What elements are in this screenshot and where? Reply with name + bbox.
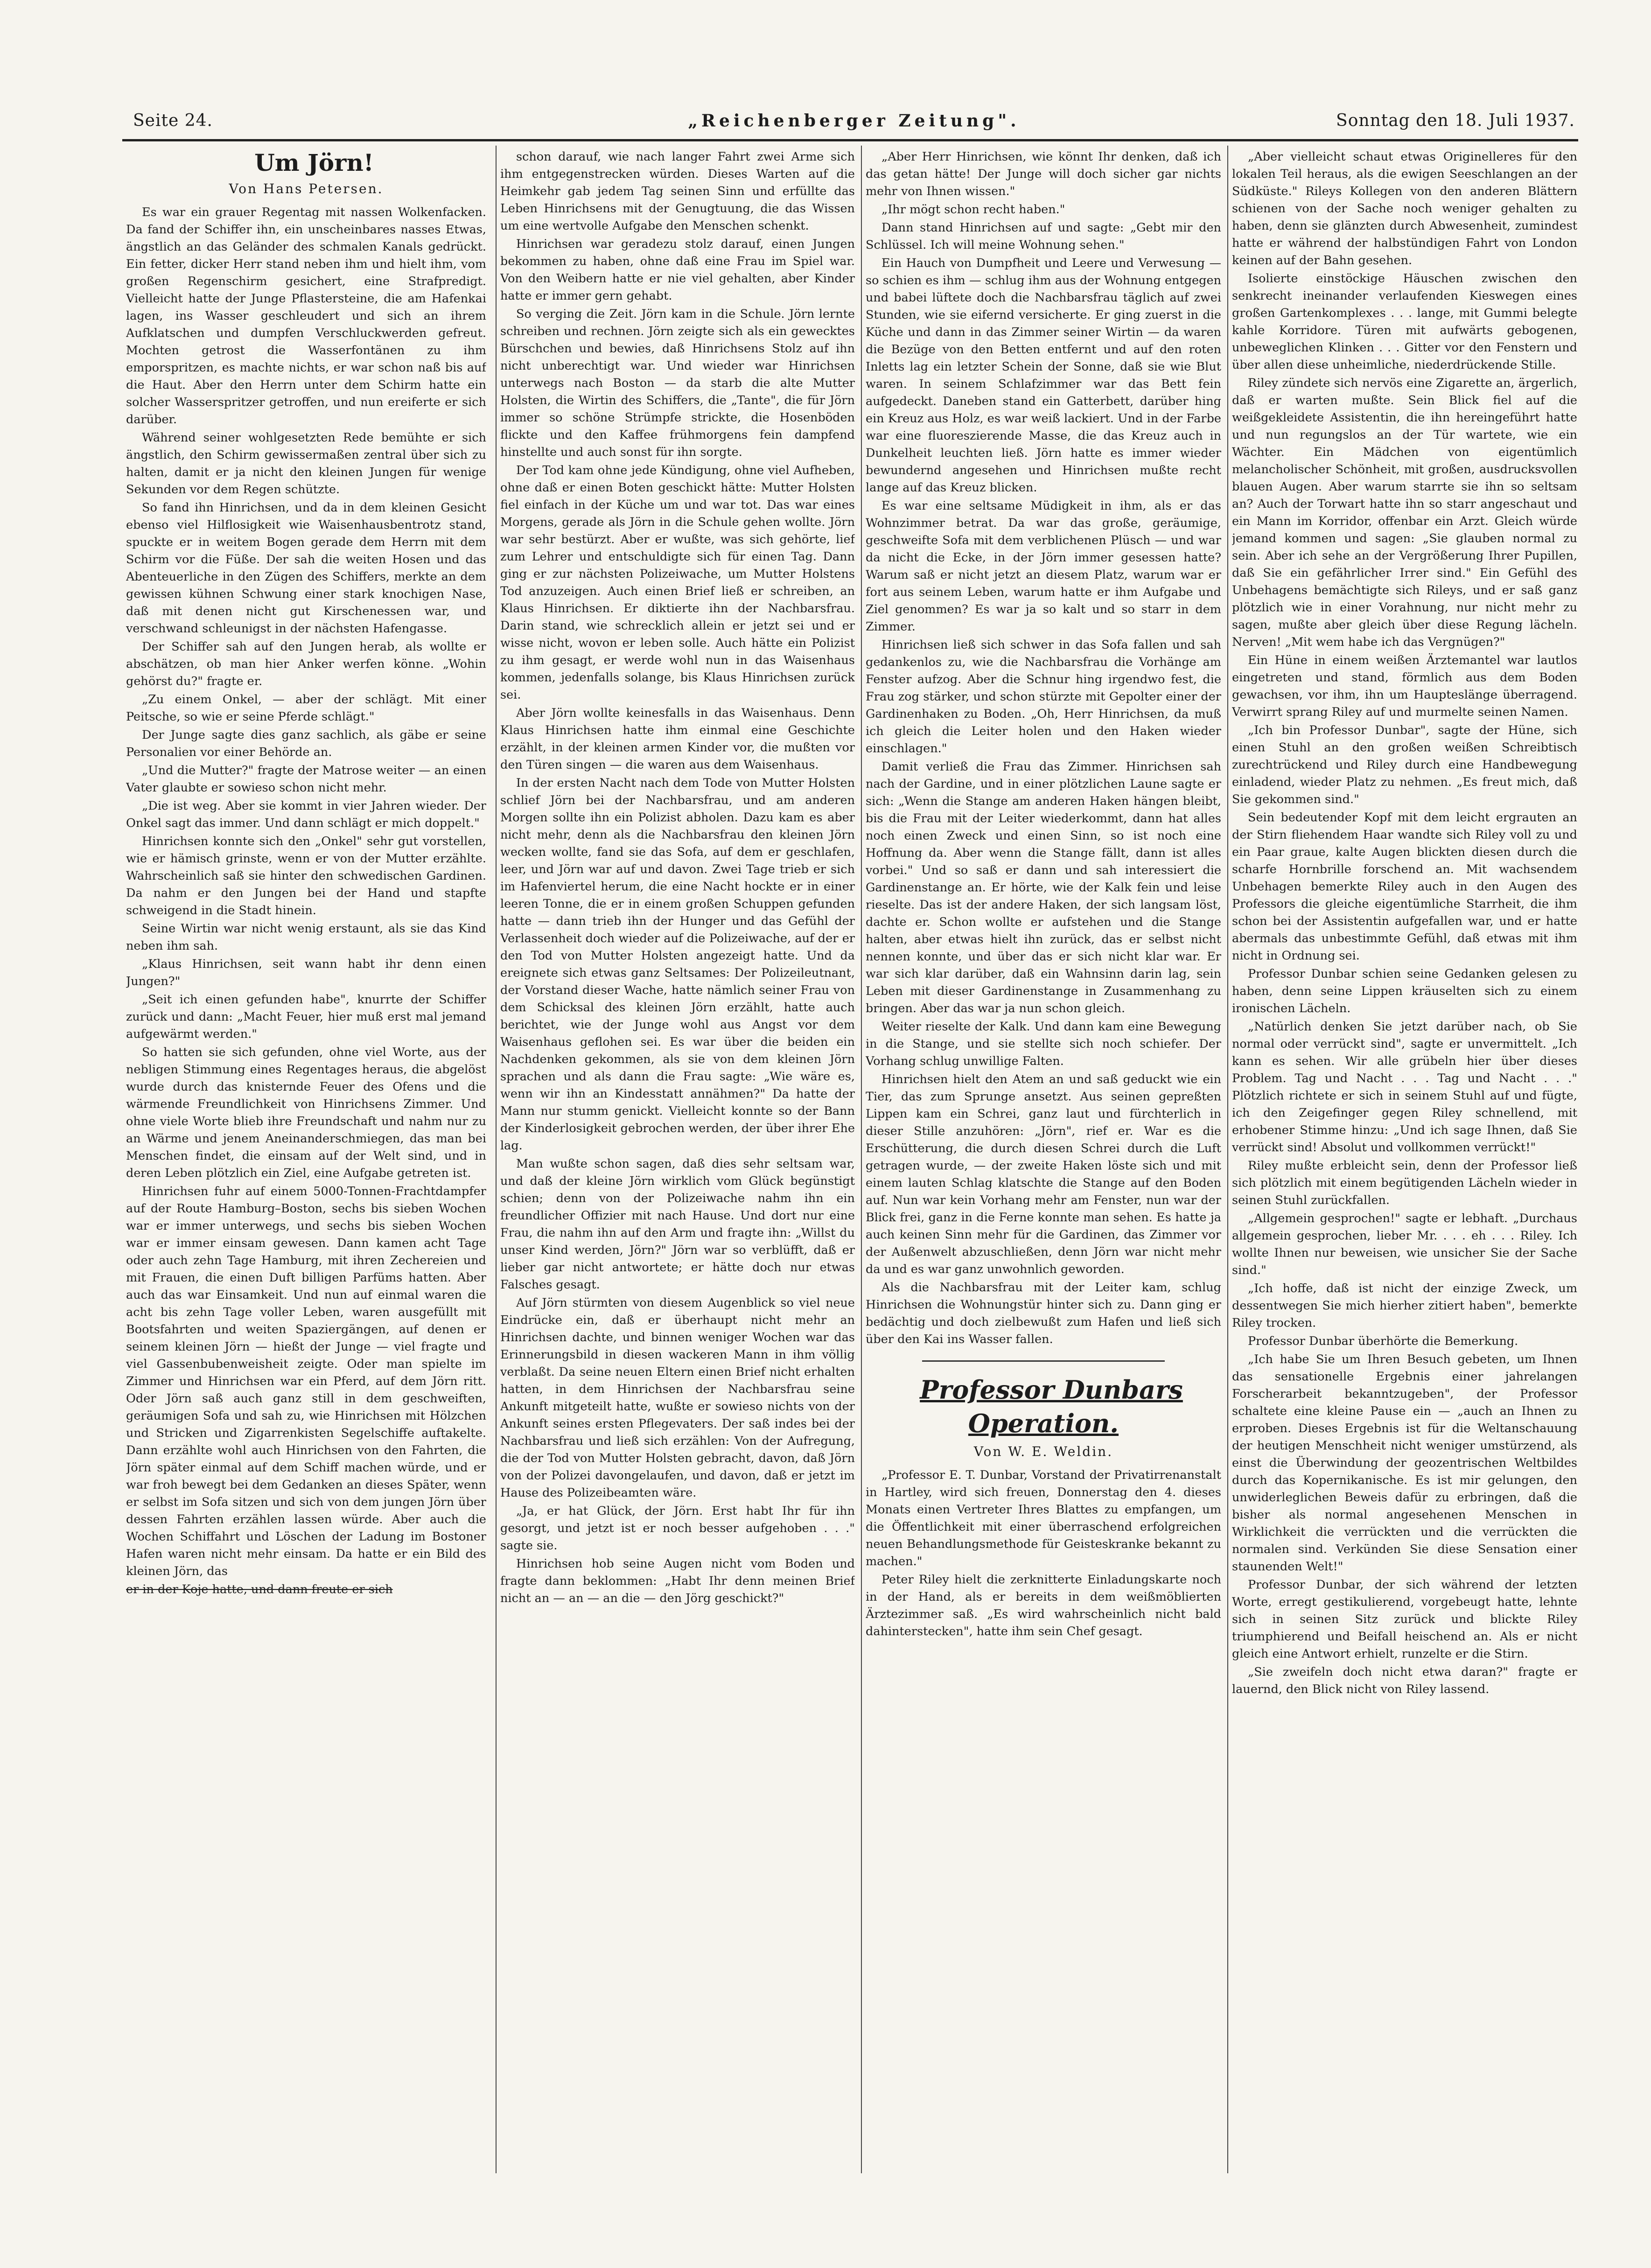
- paragraph: Professor Dunbar überhörte die Bemerkung.: [1248, 1334, 1518, 1348]
- story-title: Professor Dunbars Operation.: [920, 1375, 1183, 1438]
- story-body: [866, 1467, 1221, 1640]
- paragraph: Ein Hauch von Dumpfheit und Leere und Verwesung — so schien es ihm — schlug ihm aus der Wohnung entgegen und babei lüftete doch die Nachbarsfrau täglich auf zwei Stunden, wie sie eifernd versicherte. Er ging zuerst in die Küche und dann in das Zimmer seiner Wirtin — da waren die Bezüge von den Betten entfernt und auf den roten Inletts lag ein letzter Schein der Sonne, daß sie wie Blut waren. In seinem Schlafzimmer war das Bett fein aufgedeckt. Daneben stand ein Gatterbett, darüber hing ein Kreuz aus Holz, es war weiß lackiert. Und in der Farbe war eine fluoreszierende Masse, die das Kreuz auch in Dunkelheit leuchten ließ. Jörn hatte es immer wieder bewundernd angesehen und Hinrichsen mußte recht lange auf das Kreuz blicken.: [866, 256, 1221, 495]
- paragraph: Isolierte einstöckige Häuschen zwischen den senkrecht ineinander verlaufenden Kieswegen eines großen Gartenkomplexes . . . lange, mit Gummi belegte kahle Korridore. Türen mit aufwärts gebogenen, unbeweglichen Klinken . . . Gitter vor den Fenstern und über allen diese unheimliche, niederdrückende Stille.: [1232, 272, 1577, 372]
- paragraph: „Seit ich einen gefunden habe", knurrte der Schiffer zurück und dann: „Macht Feuer, hier muß erst mal jemand aufgewärmt werden.": [126, 993, 486, 1041]
- last-line: er in der Koje hatte, und dann freute er sich: [126, 1582, 393, 1596]
- paragraph: Professor Dunbar, der sich während der letzten Worte, erregt gestikulierend, vorgebeugt hatte, lehnte sich in seinen Sitz zurück und blickte Riley triumphierend und Beifall heischend an. Als er nicht gleich eine Antwort erhielt, runzelte er die Stirn.: [1232, 1578, 1577, 1661]
- page-header: [133, 106, 1575, 139]
- paragraph: Es war ein grauer Regentag mit nassen Wolkenfacken. Da fand der Schiffer ihn, ein unscheinbares nasses Etwas, ängstlich an das Geländer des schmalen Kanals gedrückt. Ein fetter, dicker Herr stand neben ihm und hielt ihm, vom großen Regenschirm gesichert, eine Strafpredigt. Vielleicht hatte der Junge Pflastersteine, die am Hafenkai lagen, ins Wasser geschleudert und sich an ihrem Aufklatschen und dumpfen Verschluckwerden gefreut. Mochten getrost die Wasserfontänen zu ihm emporspritzen, es machte nichts, er war schon naß bis auf die Haut. Aber den Herrn unter dem Schirm hatte ein solcher Wasserspritzer getroffen, und nun ereiferte er sich darüber.: [126, 205, 486, 427]
- paragraph: Ein Hüne in einem weißen Ärztemantel war lautlos eingetreten und stand, förmlich aus dem Boden gewachsen, vor ihm, ihn um Haupteslänge überragend. Verwirrt sprang Riley auf und murmelte seinen Namen.: [1232, 653, 1577, 719]
- paragraph: Der Schiffer sah auf den Jungen herab, als wollte er abschätzen, ob man hier Anker werfen könne. „Wohin gehörst du?" fragte er.: [126, 640, 486, 688]
- paragraph: Damit verließ die Frau das Zimmer. Hinrichsen sah nach der Gardine, und in einer plötzlichen Laune sagte er sich: „Wenn die Stange am anderen Haken hängen bleibt, bis die Frau mit der Leiter wiederkommt, dann hat alles noch einen Zweck und einen Sinn, so ist noch eine Hoffnung da. Aber wenn die Stange fällt, dann ist alles vorbei." Und so saß er dann und sah interessiert die Gardinenstange an. Er hörte, wie der Kalk fein und leise rieselte. Das ist der andere Haken, der sich langsam löst, dachte er. Schon wollte er aufstehen und die Stange halten, aber etwas hielt ihn zurück, das er selbst nicht nennen konnte, und über das er sich nicht klar war. Er war sich klar darüber, daß ein Wahnsinn darin lag, sein Leben mit dieser Gardinenstange in Zusammenhang zu bringen. Aber das war ja nun schon gleich.: [866, 760, 1221, 1015]
- column-1: [126, 148, 486, 2169]
- newspaper-name: „Reichenberger Zeitung".: [688, 111, 1020, 131]
- paragraph: „Sie zweifeln doch nicht etwa daran?" fragte er lauernd, den Blick nicht von Riley lassend.: [1232, 1665, 1577, 1696]
- issue-date: Sonntag den 18. Juli 1937.: [1336, 111, 1575, 130]
- paragraph: So hatten sie sich gefunden, ohne viel Worte, aus der nebligen Stimmung eines Regentages heraus, die abgelöst wurde durch das knisternde Feuer des Ofens und die wärmende Freundlichkeit von Hinrichsens Zimmer. Und ohne viele Worte blieb ihre Freundschaft und nahm nur zu an Wärme und jenem Aneinanderschmiegen, das man bei Menschen findet, die einsam auf der Welt sind, und in deren Leben plötzlich ein Ziel, eine Aufgabe getreten ist.: [126, 1045, 486, 1180]
- header-rule: [122, 139, 1578, 141]
- column-divider: [496, 146, 497, 2173]
- paragraph: Riley zündete sich nervös eine Zigarette an, ärgerlich, daß er warten mußte. Sein Blick fiel auf die weißgekleidete Assistentin, die ihn hereingeführt hatte und nun regungslos an der Tür wartete, wie ein Wächter. Ein Mädchen von eigentümlich melancholischer Schönheit, mit großen, ausdrucksvollen blauen Augen. Aber warum starrte sie ihn so seltsam an? Auch der Torwart hatte ihn so starr angeschaut und ein Mann im Korridor, offenbar ein Arzt. Gleich würde jemand kommen und sagen: „Sie glauben normal zu sein. Aber ich sehe an der Vergrößerung Ihrer Pupillen, daß Sie ein gefährlicher Irrer sind." Ein Gefühl des Unbehagens bemächtigte sich Rileys, und er saß ganz plötzlich wie in einer Vorahnung, nur nicht mehr zu sagen, mußte aber gleich über diese Regung lächeln. Nerven! „Mit wem habe ich das Vergnügen?": [1232, 376, 1577, 649]
- column-divider: [861, 146, 862, 2173]
- paragraph: „Aber vielleicht schaut etwas Originelleres für den lokalen Teil heraus, als die ewigen Seeschlangen an der Südküste." Rileys Kollegen von den anderen Blättern schienen von der Sache noch weniger gehalten zu haben, denn sie glänzten durch Abwesenheit, zumindest hatte er während der halbstündigen Fahrt von London keinen auf der Bahn gesehen.: [1232, 150, 1577, 267]
- paragraph: „Aber Herr Hinrichsen, wie könnt Ihr denken, daß ich das getan hätte! Der Junge will doch sicher gar nichts mehr von Ihnen wissen.": [866, 150, 1221, 198]
- paragraph: Hinrichsen hielt den Atem an und saß geduckt wie ein Tier, das zum Sprunge ansetzt. Aus seinen gepreßten Lippen kam ein Schrei, ganz laut und fürchterlich in dieser Stille anzuhören: „Jörn", rief er. War es die Erschütterung, die durch diesen Schrei durch die Luft getragen wurde, — der zweite Haken löste sich und mit einem lauten Schlag klatschte die Stange auf den Boden auf. Nun war kein Vorhang mehr am Fenster, nun war der Blick frei, ganz in die Ferne konnte man sehen. Es hatte ja auch keinen Sinn mehr für die Gardinen, das Zimmer vor der Außenwelt abzuschließen, denn Jörn war nicht mehr da und es war ganz unwohnlich geworden.: [866, 1072, 1221, 1276]
- paragraph: „Klaus Hinrichsen, seit wann habt ihr denn einen Jungen?": [126, 957, 486, 988]
- paragraph: „Zu einem Onkel, — aber der schlägt. Mit einer Peitsche, so wie er seine Pferde schlägt.": [126, 693, 486, 724]
- paragraph: „Ihr mögt schon recht haben.": [881, 203, 1065, 217]
- paragraph: Professor Dunbar schien seine Gedanken gelesen zu haben, denn seine Lippen kräuselten sich zu einem ironischen Lächeln.: [1232, 967, 1577, 1015]
- column-4: [1232, 148, 1577, 2169]
- paragraph: Peter Riley hielt die zerknitterte Einladungskarte noch in der Hand, als er bereits in dem weißmöblierten Ärztezimmer saß. „Es wird wahrscheinlich nicht bald dahinterstecken", hatte ihm sein Chef gesagt.: [866, 1573, 1221, 1638]
- paragraph: „Und die Mutter?" fragte der Matrose weiter — an einen Vater glaubte er sowieso schon nicht mehr.: [126, 763, 486, 795]
- paragraph: „Die ist weg. Aber sie kommt in vier Jahren wieder. Der Onkel sagt das immer. Und dann schlägt er mich doppelt.": [126, 799, 486, 830]
- story-byline: Von W. E. Weldin.: [973, 1444, 1113, 1459]
- paragraph: Hinrichsen war geradezu stolz darauf, einen Jungen bekommen zu haben, ohne daß eine Frau im Spiel war. Von den Weibern hatte er nie viel gehalten, aber Kinder hatte er immer gern gehabt.: [500, 237, 855, 303]
- paragraph: Sein bedeutender Kopf mit dem leicht ergrauten an der Stirn fliehendem Haar wandte sich Riley voll zu und ein Paar graue, kalte Augen blickten diesen durch die scharfe Hornbrille forschend an. Mit wachsendem Unbehagen bemerkte Riley auch in den Augen des Professors die gleiche eigentümliche Starrheit, die ihm schon bei der Assistentin aufgefallen war, und er hatte abermals das unbestimmte Gefühl, daß etwas mit ihm nicht in Ordnung sei.: [1232, 811, 1577, 963]
- paragraph: Man wußte schon sagen, daß dies sehr seltsam war, und daß der kleine Jörn wirklich vom Glück begünstigt schien; denn von der Polizeiwache nahm ihn ein freundlicher Offizier mit nach Hause. Und dort nur eine Frau, die nahm ihn auf den Arm und fragte ihn: „Willst du unser Kind werden, Jörn?" Jörn war so verblüfft, daß er lieber gar nicht antwortete; er hätte doch nur etwas Falsches gesagt.: [500, 1157, 855, 1292]
- paragraph: Der Junge sagte dies ganz sachlich, als gäbe er seine Personalien vor einer Behörde an.: [126, 728, 486, 759]
- paragraph: So fand ihn Hinrichsen, und da in dem kleinen Gesicht ebenso viel Hilflosigkeit wie Waisenhausbentrotz stand, spuckte er in weitem Bogen gerade dem Herrn mit dem Schirm vor die Füße. Der sah die weiten Hosen und das Abenteuerliche in den Zügen des Schiffers, merkte an dem gewissen kühnen Schwung einer stark knochigen Nase, daß mit denen nicht gut Kirschenessen war, und verschwand schleunigst in der nächsten Hafengasse.: [126, 501, 486, 636]
- page-number: Seite 24.: [133, 111, 213, 130]
- story-title: Um Jörn!: [254, 149, 374, 176]
- paragraph: Seine Wirtin war nicht wenig erstaunt, als sie das Kind neben ihm sah.: [126, 922, 486, 953]
- paragraph: „Ich habe Sie um Ihren Besuch gebeten, um Ihnen das sensationelle Ergebnis einer jahrelangen Forscherarbeit bekanntzugeben", der Professor schaltete eine kleine Pause ein — „auch an Ihnen zu erproben. Dieses Ergebnis ist für die Weltanschauung der heutigen Menschheit nicht weniger umstürzend, als einst die Überwindung der geozentrischen Weltbildes durch das Kopernikanische. Es ist mir gelungen, den unwiderleglichen Beweis dafür zu erbringen, daß die bisher als normal angesehenen Menschen in Wirklichkeit die verrückten und die verrückten die normalen sind. Verkünden Sie diese Sensation einer staunenden Welt!": [1232, 1352, 1577, 1574]
- column-divider: [1227, 146, 1228, 2173]
- paragraph: Hinrichsen ließ sich schwer in das Sofa fallen und sah gedankenlos zu, wie die Nachbarsfrau die Vorhänge am Fenster aufzog. Aber die Schnur hing irgendwo fest, die Frau zog stärker, und schon stürzte mit Gepolter einer der Gardinenhaken zu Boden. „Oh, Herr Hinrichsen, da muß ich gleich die Leiter holen und den Haken wieder einschlagen.": [866, 638, 1221, 756]
- paragraph: Hinrichsen hob seine Augen nicht vom Boden und fragte dann beklommen: „Habt Ihr denn meinen Brief nicht an — an — an die — den Jörg geschickt?": [500, 1557, 855, 1605]
- story-body: [126, 204, 486, 1580]
- paragraph: Auf Jörn stürmten von diesem Augenblick so viel neue Eindrücke ein, daß er überhaupt nicht mehr an Hinrichsen dachte, und binnen weniger Wochen war das Erinnerungsbild in diesen wackeren Mann in ihm völlig verblaßt. Da seine neuen Eltern einen Brief nicht erhalten hatten, in dem Hinrichsen der Nachbarsfrau seine Ankunft mitgeteilt hatte, wußte er sowieso nichts von der Ankunft seines ersten Pflegevaters. Der saß indes bei der Nachbarsfrau und ließ sich erzählen: Von der Aufregung, die der Tod von Mutter Holsten gebracht, davon, daß Jörn von der Polizei davongelaufen, und davon, daß er jetzt im Hause des Polizeibeamten wäre.: [500, 1296, 855, 1500]
- paragraph: „Professor E. T. Dunbar, Vorstand der Privatirrenanstalt in Hartley, wird sich freuen, Donnerstag den 4. dieses Monats einen Vertreter Ihres Blattes zu empfangen, um die Öffentlichkeit mit einer überraschend erfolgreichen neuen Behandlungsmethode für Geisteskranke bekannt zu machen.": [866, 1468, 1221, 1568]
- paragraph: „Ich hoffe, daß ist nicht der einzige Zweck, um dessentwegen Sie mich hierher zitiert haben", bemerkte Riley trocken.: [1232, 1281, 1577, 1330]
- paragraph: Aber Jörn wollte keinesfalls in das Waisenhaus. Denn Klaus Hinrichsen hatte ihm einmal eine Geschichte erzählt, in der kleinen armen Kinder vor, die mußten vor den Türen singen — die waren aus dem Waisenhaus.: [500, 706, 855, 772]
- paragraph: Dann stand Hinrichsen auf und sagte: „Gebt mir den Schlüssel. Ich will meine Wohnung sehen.": [866, 221, 1221, 252]
- paragraph: „Ja, er hat Glück, der Jörn. Erst habt Ihr für ihn gesorgt, und jetzt ist er noch besser aufgehoben . . ." sagte sie.: [500, 1504, 855, 1553]
- story-byline: Von Hans Petersen.: [229, 181, 384, 196]
- paragraph: Als die Nachbarsfrau mit der Leiter kam, schlug Hinrichsen die Wohnungstür hinter sich zu. Dann ging er bedächtig und doch zielbewußt zum Hafen und ließ sich über den Kai ins Wasser fallen.: [866, 1281, 1221, 1346]
- paragraph: Riley mußte erbleicht sein, denn der Professor ließ sich plötzlich mit einem begütigenden Lächeln wieder in seinen Stuhl zurückfallen.: [1232, 1159, 1577, 1207]
- story-body: [866, 148, 1221, 1348]
- paragraph: Während seiner wohlgesetzten Rede bemühte er sich ängstlich, den Schirm gewissermaßen zentral über sich zu halten, damit er ja nicht den kleinen Jungen für wenige Sekunden vor dem Regen schützte.: [126, 431, 486, 497]
- story-body: [1232, 148, 1577, 1698]
- paragraph: schon darauf, wie nach langer Fahrt zwei Arme sich ihm entgegenstrecken würden. Dieses Warten auf die Heimkehr gab jedem Tag seinen Sinn und erfüllte das Leben Hinrichsens mit der Genugtuung, die das Wissen um eine wertvolle Aufgabe den Menschen schenkt.: [500, 150, 855, 233]
- paragraph: So verging die Zeit. Jörn kam in die Schule. Jörn lernte schreiben und rechnen. Jörn zeigte sich als ein gewecktes Bürschchen und bewies, daß Hinrichsens Stolz auf ihn nicht unberechtigt war. Und wieder war Hinrichsen unterwegs nach Boston — da starb die alte Mutter Holsten, die Wirtin des Schiffers, die „Tante", die für Jörn immer so schöne Strümpfe strickte, die Hosenböden flickte und den Kaffee frühmorgens fein dampfend hinstellte und auch sonst für ihn sorgte.: [500, 307, 855, 459]
- column-2: [500, 148, 855, 2169]
- paragraph: „Allgemein gesprochen!" sagte er lebhaft. „Durchaus allgemein gesprochen, lieber Mr. . . . eh . . . Riley. Ich wollte Ihnen nur beweisen, wie unsicher Sie der Sache sind.": [1232, 1211, 1577, 1277]
- paragraph: Der Tod kam ohne jede Kündigung, ohne viel Aufheben, ohne daß er einen Boten geschickt hätte: Mutter Holsten fiel einfach in der Küche um und war tot. Das war eines Morgens, gerade als Jörn in die Schule gehen wollte. Jörn war sehr bestürzt. Aber er wußte, was sich gehörte, lief zum Lehrer und entschuldigte sich für einen Tag. Dann ging er zur nächsten Polizeiwache, um Mutter Holstens Tod anzuzeigen. Auch einen Brief ließ er schreiben, an Klaus Hinrichsen. Er diktierte ihn der Nachbarsfrau. Darin stand, wie schrecklich allein er jetzt sei und er wisse nicht, wovon er leben solle. Auch hätte ein Polizist zu ihm gesagt, er werde wohl nun in das Waisenhaus kommen, jedenfalls solange, bis Klaus Hinrichsen zurück sei.: [500, 463, 855, 702]
- paragraph: Hinrichsen konnte sich den „Onkel" sehr gut vorstellen, wie er hämisch grinste, wenn er von der Mutter erzählte. Wahrscheinlich saß sie hinter den schwedischen Gardinen. Da nahm er den Jungen bei der Hand und stapfte schweigend in die Stadt hinein.: [126, 834, 486, 917]
- paragraph: Hinrichsen fuhr auf einem 5000-Tonnen-Frachtdampfer auf der Route Hamburg–Boston, sechs bis sieben Wochen war er immer unterwegs, und sechs bis sieben Wochen war er immer einsam gewesen. Dann kamen acht Tage oder auch zehn Tage Hamburg, mit ihren Zechereien und mit Frauen, die einen Duft billigen Parfüms hatten. Aber auch das war Einsamkeit. Und nun auf einmal waren die acht bis zehn Tage voller Leben, waren ausgefüllt mit Bootsfahrten und weiten Spaziergängen, auf denen er seinem kleinen Jörn — hießt der Junge — viel fragte und viel Gassenbubenweisheit zeigte. Oder man spielte im Zimmer und Hinrichsen war ein Pferd, auf dem Jörn ritt. Oder Jörn saß auch ganz still in dem geschweiften, geräumigen Sofa und sah zu, wie Hinrichsen mit Hölzchen und Stricken und Zigarrenkisten Segelschiffe auftakelte. Dann erzählte wohl auch Hinrichsen von den Fahrten, die Jörn später einmal auf dem Schiff machen würde, und er war froh bewegt bei dem Gedanken an dieses Später, wenn er selbst im Sofa sitzen und sich von dem jungen Jörn über dessen Fahrten erzählen lassen würde. Aber auch die Wochen Schiffahrt und Löschen der Ladung im Bostoner Hafen waren nicht mehr einsam. Da hatte er ein Bild des kleinen Jörn, das: [126, 1184, 486, 1578]
- article-separator: [922, 1360, 1165, 1362]
- paragraph: Weiter rieselte der Kalk. Und dann kam eine Bewegung in die Stange, und sie stellte sich noch schiefer. Der Vorhang schlug unwillige Falten.: [866, 1020, 1221, 1068]
- column-3: [866, 148, 1221, 2169]
- paragraph: In der ersten Nacht nach dem Tode von Mutter Holsten schlief Jörn bei der Nachbarsfrau, und am anderen Morgen sollte ihn ein Polizist abholen. Dazu kam es aber nicht mehr, denn als die Nachbarsfrau den kleinen Jörn wecken wollte, fand sie das Sofa, auf dem er geschlafen, leer, und Jörn war auf und davon. Zwei Tage trieb er sich im Hafenviertel herum, die eine Nacht hockte er in einer leeren Tonne, die er in einem großen Schuppen gefunden hatte — dann trieb ihn der Hunger und das Gefühl der Verlassenheit doch wieder auf die Polizeiwache, auf der er den Tod von Mutter Holsten angezeigt hatte. Und da ereignete sich etwas ganz Seltsames: Der Polizeileutnant, der Vorstand dieser Wache, hatte nämlich seiner Frau von dem Schicksal des kleinen Jörn erzählt, hatte auch berichtet, wie der Junge wohl aus Angst vor dem Waisenhaus geflohen sei. Es war über die beiden ein Nachdenken gekommen, als sie von dem kleinen Jörn sprachen und als dann die Frau sagte: „Wie wäre es, wenn wir ihn an Kindesstatt annähmen?" Da hatte der Mann nur stumm genickt. Vielleicht konnte so der Bann der Kinderlosigkeit gebrochen werden, der über ihrer Ehe lag.: [500, 776, 855, 1153]
- story-body: [500, 148, 855, 1607]
- paragraph: „Natürlich denken Sie jetzt darüber nach, ob Sie normal oder verrückt sind", sagte er unvermittelt. „Ich kann es sehen. Wir alle grübeln hier über dieses Problem. Tag und Nacht . . . Tag und Nacht . . ." Plötzlich richtete er sich in seinem Stuhl auf und fügte, ich den Zeigefinger gegen Riley schnellend, mit erhobener Stimme hinzu: „Und ich sage Ihnen, daß Sie verrückt sind! Absolut und vollkommen verrückt!": [1232, 1020, 1577, 1155]
- paragraph: Es war eine seltsame Müdigkeit in ihm, als er das Wohnzimmer betrat. Da war das große, geräumige, geschweifte Sofa mit dem verblichenen Plüsch — und war da nicht die Ecke, in der Jörn immer gesessen hatte? Warum saß er nicht jetzt an diesem Platz, warum war er fort aus seinem Leben, warum hatte er ihm Aufgabe und Ziel genommen? Es war ja so kalt und so starr in dem Zimmer.: [866, 499, 1221, 634]
- paragraph: „Ich bin Professor Dunbar", sagte der Hüne, sich einen Stuhl an den großen weißen Schreibtisch zurechtrückend und Riley durch eine Handbewegung einladend, wieder Platz zu nehmen. „Es freut mich, daß Sie gekommen sind.": [1232, 723, 1577, 806]
